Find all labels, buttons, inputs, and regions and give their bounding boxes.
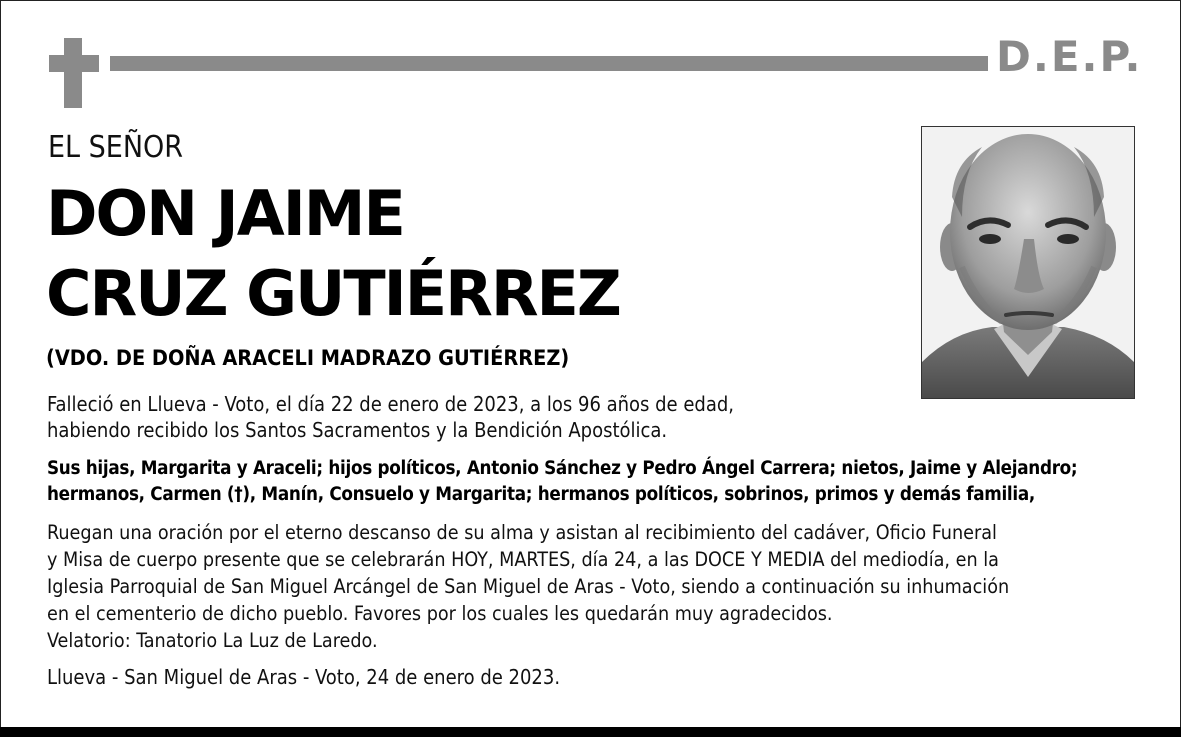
- request-line: y Misa de cuerpo presente que se celebrarán HOY, MARTES, día 24, a las DOCE Y MEDIA del mediodía, en la: [47, 548, 999, 571]
- request-line: en el cementerio de dicho pueblo. Favores por los cuales les quedarán muy agradecidos.: [47, 602, 833, 625]
- family-line: Sus hijas, Margarita y Araceli; hijos políticos, Antonio Sánchez y Pedro Ángel Carrera; nietos, Jaime y Alejandro;: [47, 458, 1078, 479]
- death-line: habiendo recibido los Santos Sacramentos y la Bendición Apostólica.: [47, 418, 668, 442]
- family-list: [47, 456, 1077, 508]
- request-line: Iglesia Parroquial de San Miguel Arcángel de San Miguel de Aras - Voto, siendo a continuación su inhumación: [47, 575, 1010, 598]
- ceremony-request: [47, 519, 1009, 654]
- header-rule: [110, 56, 988, 71]
- cross-icon: [49, 38, 99, 108]
- place-date: Llueva - San Miguel de Aras - Voto, 24 de enero de 2023.: [47, 665, 561, 689]
- death-notice: [47, 391, 734, 443]
- request-line: Ruegan una oración por el eterno descanso de su alma y asistan al recibimiento del cadáver, Oficio Funeral: [47, 521, 997, 544]
- request-line: Velatorio: Tanatorio La Luz de Laredo.: [47, 629, 378, 652]
- dep-label: D.E.P.: [996, 32, 1143, 81]
- death-line: Falleció en Llueva - Voto, el día 22 de enero de 2023, a los 96 años de edad,: [47, 392, 735, 416]
- portrait-photo: [921, 126, 1135, 399]
- title-prefix: EL SEÑOR: [48, 130, 184, 165]
- widower-note: (VDO. DE DOÑA ARACELI MADRAZO GUTIÉRREZ): [46, 346, 570, 371]
- bottom-bar: [0, 727, 1181, 737]
- family-line: hermanos, Carmen (†), Manín, Consuelo y Margarita; hermanos políticos, sobrinos, primos y demás familia,: [47, 484, 1035, 505]
- deceased-name-line2: CRUZ GUTIÉRREZ: [46, 257, 620, 330]
- deceased-name-line1: DON JAIME: [46, 177, 404, 250]
